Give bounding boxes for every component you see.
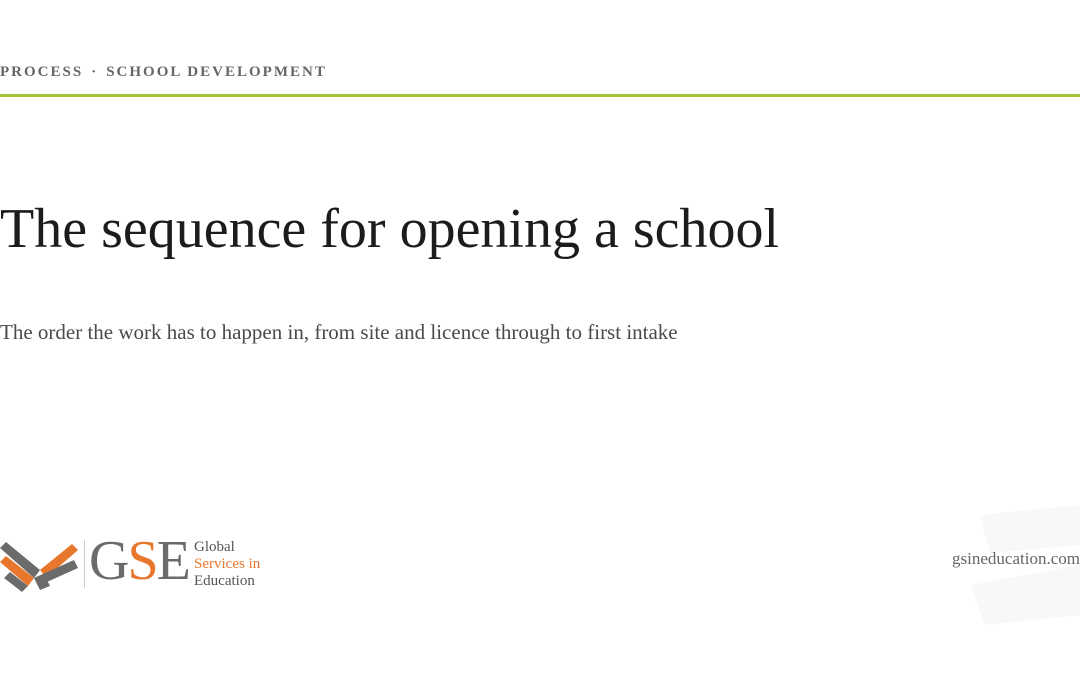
gse-logo [0, 530, 280, 596]
logo-letter-s: S [127, 530, 157, 592]
page-subtitle: The order the work has to happen in, from site and licence through to first intake [0, 320, 678, 344]
eyebrow-section: PROCESS [0, 64, 84, 80]
eyebrow-separator: · [91, 64, 99, 80]
logo-tagline-services: Services in [194, 556, 261, 572]
logo-tagline-education: Education [194, 573, 255, 589]
logo-letter-g: G [89, 530, 128, 592]
stacked-books-icon [0, 538, 78, 594]
eyebrow-topic: SCHOOL DEVELOPMENT [106, 64, 327, 80]
logo-tagline-global: Global [194, 539, 235, 555]
section-eyebrow [0, 64, 327, 81]
books-watermark-icon [940, 505, 1080, 675]
logo-tagline [194, 539, 260, 590]
logo-letter-e: E [156, 530, 189, 592]
accent-rule [0, 94, 1080, 97]
logo-divider [84, 540, 85, 588]
logo-wordmark [89, 530, 189, 592]
page-title: The sequence for opening a school [0, 198, 780, 260]
site-url: gsineducation.com [952, 549, 1080, 568]
